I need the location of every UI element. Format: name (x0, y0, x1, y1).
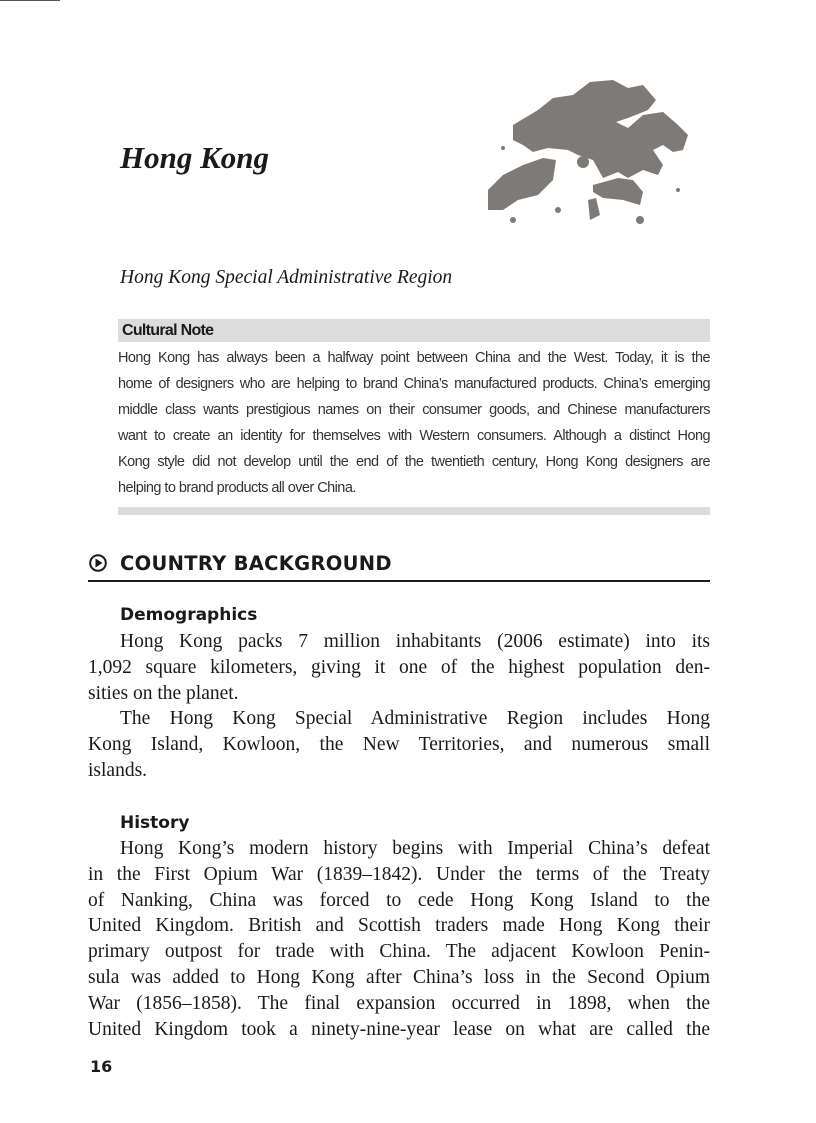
cultural-note-footer-band (118, 507, 710, 515)
text-line: Kong style did not develop until the end of the twentieth century, Hong Kong designers are (118, 454, 710, 470)
history-text (88, 836, 710, 1042)
text-line: United Kingdom. British and Scottish traders made Hong Kong their (88, 915, 710, 937)
text-line: Hong Kong’s modern history begins with Imperial China’s defeat (120, 838, 710, 859)
text-line: Hong Kong packs 7 million inhabitants (2006 estimate) into its (120, 631, 710, 652)
hong-kong-map-image (478, 70, 694, 225)
text-line: in the First Opium War (1839–1842). Under the terms of the Treaty (88, 863, 710, 885)
text-line: islands. (88, 759, 148, 781)
cultural-note-box (118, 319, 710, 515)
text-line: The Hong Kong Special Administrative Region includes Hong (120, 708, 710, 730)
play-circle-icon (89, 554, 107, 572)
demographics-text (88, 629, 710, 784)
cultural-note-heading: Cultural Note (118, 319, 710, 342)
text-line: 1,092 square kilometers, giving it one of the highest population den- (88, 656, 710, 678)
page-number: 16 (90, 1057, 113, 1076)
text-line: helping to brand products all over China. (118, 480, 356, 496)
text-line: primary outpost for trade with China. The adjacent Kowloon Penin- (88, 941, 710, 963)
cultural-note-text (118, 345, 710, 501)
text-line: want to create an identity for themselves with Western consumers. Although a distinct Hong (118, 428, 710, 444)
subtitle: Hong Kong Special Administrative Region (120, 267, 453, 288)
section-header (88, 552, 710, 582)
text-line: sula was added to Hong Kong after China’s loss in the Second Opium (88, 966, 710, 988)
text-line: middle class wants prestigious names on their consumer goods, and Chinese manufacturers (118, 402, 710, 418)
text-line: sities on the planet. (88, 682, 239, 704)
page-title: Hong Kong (120, 140, 270, 175)
text-line: of Nanking, China was forced to cede Hong Kong Island to the (88, 889, 710, 911)
text-line: United Kingdom took a ninety-nine-year lease on what are called the (88, 1018, 710, 1040)
history-heading: History (120, 813, 190, 833)
text-line: Hong Kong has always been a halfway point between China and the West. Today, it is the (118, 350, 710, 366)
demographics-heading: Demographics (120, 605, 258, 625)
text-line: home of designers who are helping to brand China’s manufactured products. China’s emerging (118, 376, 710, 392)
crop-mark (0, 0, 60, 1)
text-line: Kong Island, Kowloon, the New Territories, and numerous small (88, 734, 710, 756)
section-heading: COUNTRY BACKGROUND (120, 552, 392, 575)
text-line: War (1856–1858). The final expansion occurred in 1898, when the (88, 992, 710, 1014)
